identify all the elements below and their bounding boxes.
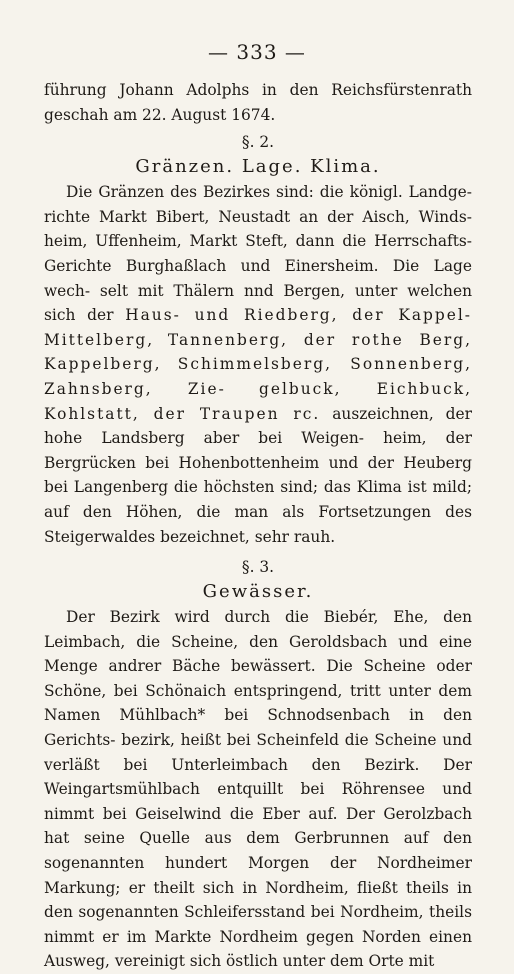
text-line: Leimbach, die Scheine, den Geroldsbach und bbox=[44, 632, 428, 651]
text-line: bezirk, heißt bei Scheinfeld die Scheine und verläßt bei bbox=[44, 731, 472, 774]
text-line: am 22. August 1674. bbox=[113, 105, 276, 124]
section-number: §. 2. bbox=[241, 133, 275, 152]
text-line: heim, Uffenheim, Markt Steft, dann die Herrschafts- bbox=[44, 232, 472, 251]
text-line: Schöne, bei Schönaich entspringend, tritt unter dem bbox=[44, 681, 472, 700]
page-body bbox=[44, 78, 472, 974]
text-line: Tannenberg, der rothe Berg, Kappelberg, bbox=[44, 330, 472, 374]
carryover-paragraph bbox=[44, 78, 472, 127]
text-line: selt mit Thälern nnd Bergen, unter welchen sich der bbox=[44, 281, 472, 325]
section-paragraph bbox=[44, 605, 472, 974]
text-line: Haus- und Riedberg, der Kappel-Mittelberg, bbox=[44, 306, 472, 349]
text-line: auszeichnen, der hohe Landsberg aber bei Weigen- bbox=[44, 404, 472, 448]
text-line: Die Gränzen des Bezirkes sind: die königl. Landge- bbox=[66, 183, 472, 202]
text-line: ist mild; auf den Höhen, die man als Fortsetzungen des bbox=[44, 478, 472, 521]
section-number: §. 3. bbox=[241, 558, 275, 577]
text-line: Nordheimer Markung; er theilt sich in Nordheim, fließt bbox=[44, 854, 472, 897]
section-title: Gewässer. bbox=[202, 581, 314, 603]
text-line: führung Johann Adolphs in den Reichsfürstenrath geschah bbox=[44, 81, 472, 124]
text-line: theils nimmt er im Markte Nordheim gegen Norden bbox=[44, 903, 472, 946]
text-line: richte Markt Bibert, Neustadt an der Aisch, Winds- bbox=[44, 207, 472, 226]
text-line: Schimmelsberg, Sonnenberg, Zahnsberg, Zie- bbox=[44, 355, 472, 398]
text-line: Namen Mühlbach* bei Schnodsenbach in den Gerichts- bbox=[44, 706, 472, 750]
text-line: Heuberg bei Langenberg die höchsten sind; das Klima bbox=[44, 453, 472, 497]
text-line: Eber auf. Der Gerolzbach hat seine Quelle aus dem bbox=[44, 804, 472, 848]
section-paragraph bbox=[44, 180, 472, 549]
text-line: heim, der Bergrücken bei Hohenbottenheim und der bbox=[44, 429, 472, 472]
page-number: — 333 — bbox=[208, 40, 306, 64]
text-line: Steigerwaldes bezeichnet, sehr rauh. bbox=[44, 527, 336, 546]
text-line: einen Ausweg, vereinigt sich östlich unter dem Orte mit bbox=[44, 927, 472, 971]
text-line: Der Bezirk wird durch die Biebér, Ehe, den bbox=[66, 608, 472, 627]
section-title: Gränzen. Lage. Klima. bbox=[135, 156, 381, 178]
text-line: theils in den sogenannten Schleifersstand bei Nordheim, bbox=[44, 878, 472, 922]
text-line: Gerbrunnen auf den sogenannten hundert Morgen der bbox=[44, 829, 472, 873]
text-line: Gerichte Burghaßlach und Einersheim. Die Lage wech- bbox=[44, 256, 472, 300]
text-line: eine Menge andrer Bäche bewässert. Die Scheine oder bbox=[44, 632, 472, 676]
text-line: Unterleimbach den Bezirk. Der Weingartsmühlbach bbox=[44, 755, 472, 799]
text-line: gelbuck, Eichbuck, Kohlstatt, der Traupen rc. bbox=[44, 379, 472, 423]
text-line: entquillt bei Röhrensee und nimmt bei Geiselwind die bbox=[44, 780, 472, 823]
